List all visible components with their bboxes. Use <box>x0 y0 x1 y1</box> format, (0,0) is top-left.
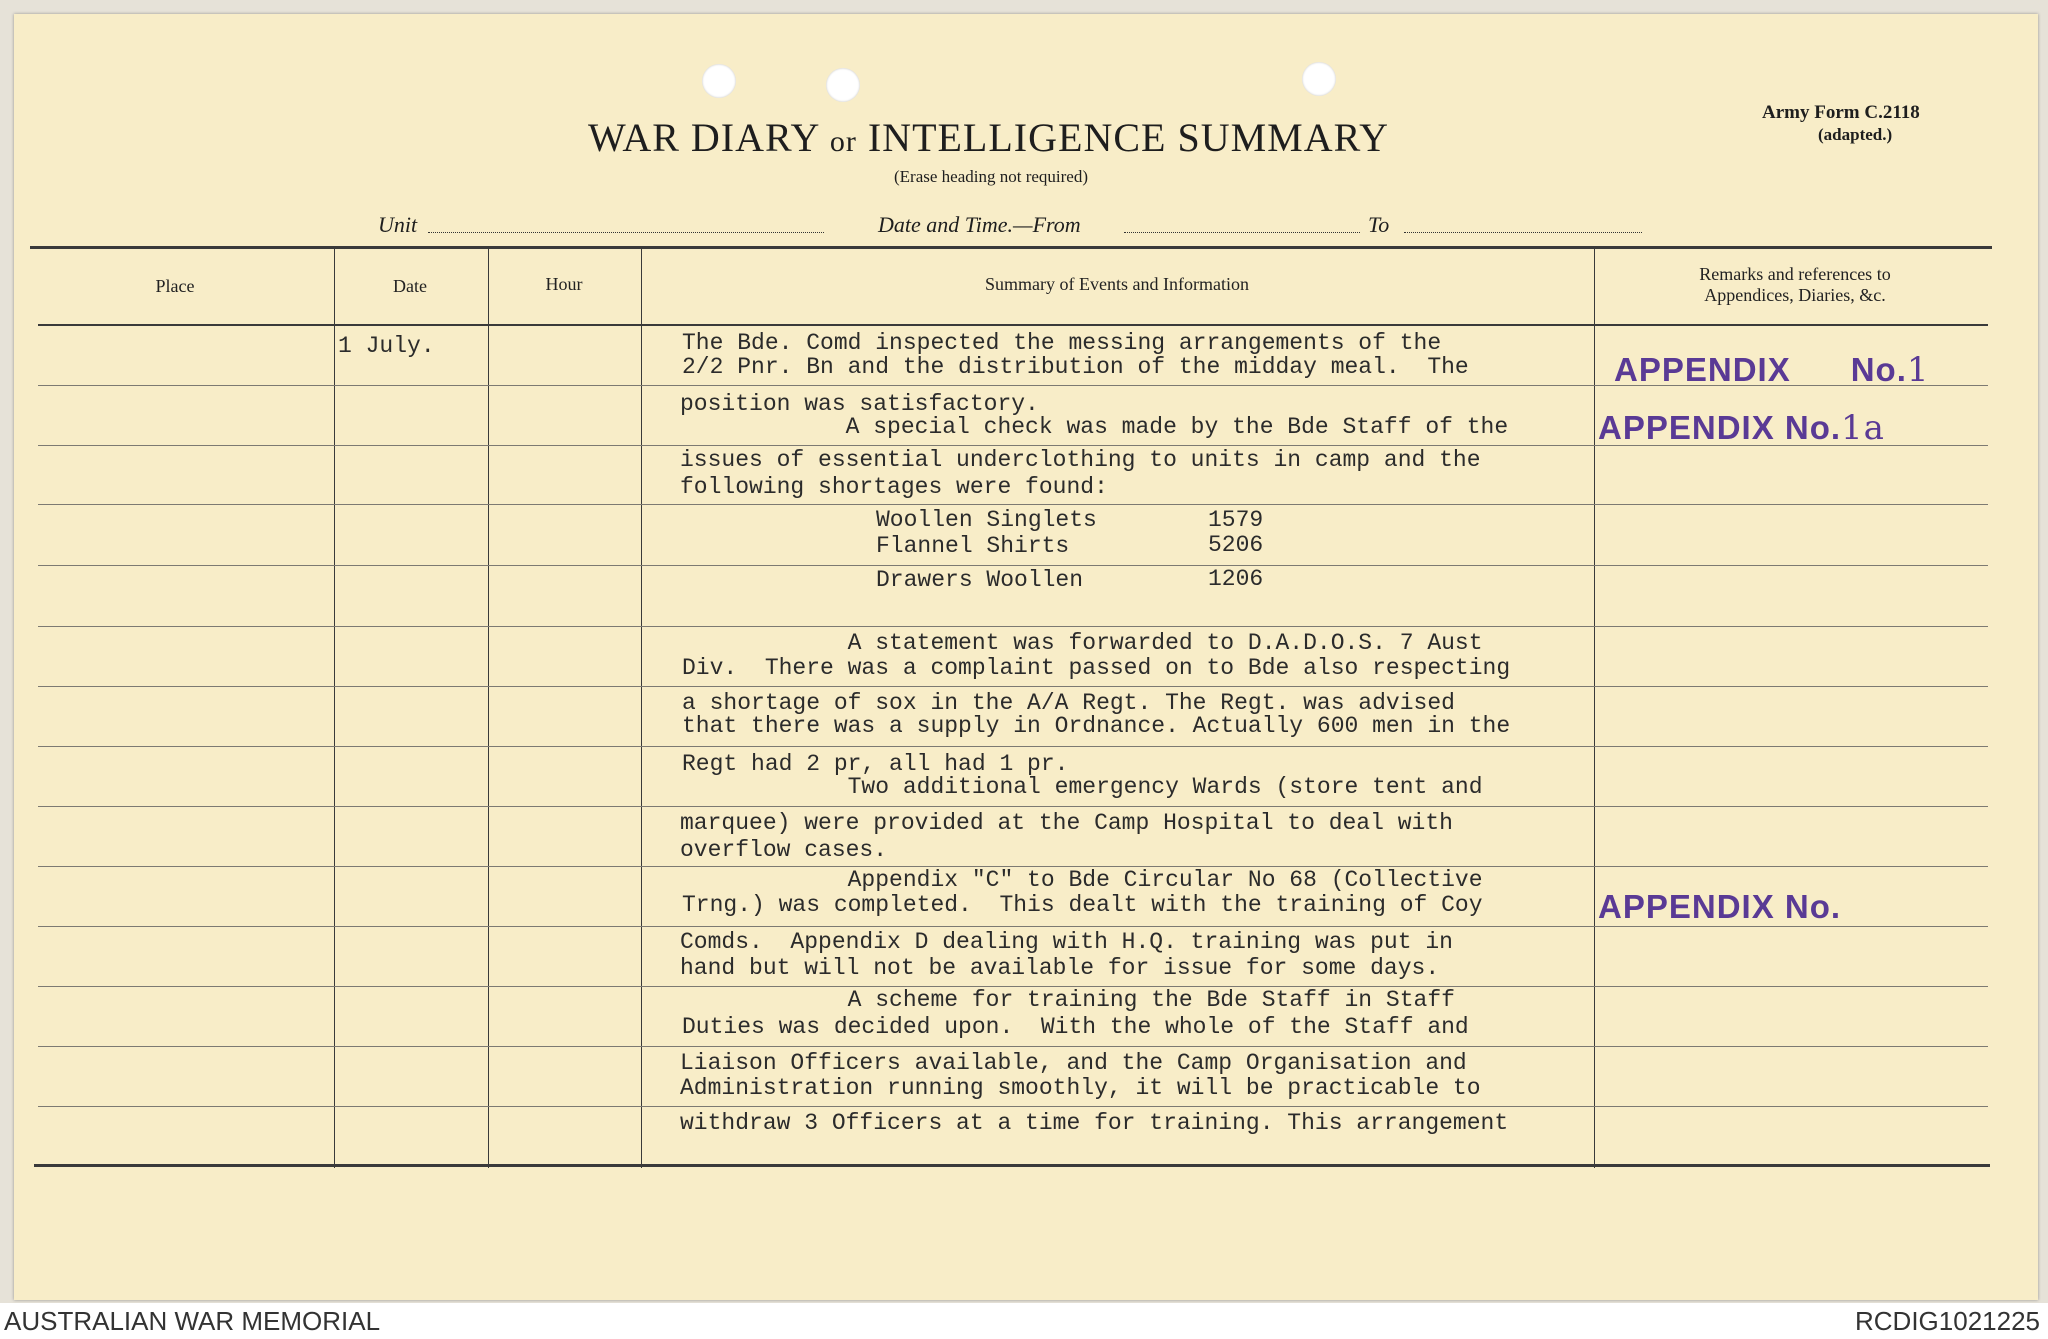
summary-line: issues of essential underclothing to units in camp and the <box>680 447 1481 473</box>
summary-line: Duties was decided upon. With the whole of the Staff and <box>682 1014 1469 1040</box>
table-top-rule <box>30 246 1992 249</box>
row-rule <box>38 806 1988 807</box>
subtitle: (Erase heading not required) <box>894 167 1088 186</box>
summary-line: Trng.) was completed. This dealt with the training of Coy <box>682 892 1483 918</box>
appendix-stamp <box>1614 350 1930 390</box>
entry-date: 1 July. <box>338 333 435 359</box>
row-rule <box>38 926 1988 927</box>
column-header-date: Date <box>393 276 427 296</box>
title-or: or <box>829 125 857 158</box>
unit-label: Unit <box>378 212 418 237</box>
summary-line: marquee) were provided at the Camp Hospital to deal with <box>680 810 1453 836</box>
summary-line: A special check was made by the Bde Staff of the <box>680 414 1509 440</box>
column-divider <box>1594 248 1595 1168</box>
column-divider <box>641 248 642 1168</box>
column-divider <box>488 248 489 1168</box>
page-title <box>588 114 1389 161</box>
title-intelligence-summary: INTELLIGENCE SUMMARY <box>867 115 1389 160</box>
summary-line: A scheme for training the Bde Staff in Staff <box>682 987 1455 1013</box>
column-divider <box>334 248 335 1168</box>
unit-field <box>428 232 824 233</box>
stamp-text: APPENDIX No. <box>1598 888 1842 925</box>
summary-line: Regt had 2 pr, all had 1 pr. <box>682 751 1069 777</box>
summary-line: withdraw 3 Officers at a time for training. This arrangement <box>680 1110 1509 1136</box>
shortage-value: 1206 <box>1208 566 1264 592</box>
summary-line: a shortage of sox in the A/A Regt. The Regt. was advised <box>682 690 1455 716</box>
footer-source: AUSTRALIAN WAR MEMORIAL <box>4 1306 381 1336</box>
date-time-label: Date and Time.—From <box>878 212 1081 237</box>
remarks-header-line: Remarks and references to <box>1699 264 1891 284</box>
remarks-header-line: Appendices, Diaries, &c. <box>1704 285 1886 305</box>
date-to-field <box>1404 232 1642 233</box>
summary-line: hand but will not be available for issue for some days. <box>680 955 1440 981</box>
summary-line: that there was a supply in Ordnance. Actually 600 men in the <box>682 713 1511 739</box>
shortage-value: 5206 <box>1208 532 1264 558</box>
row-rule <box>38 746 1988 747</box>
title-war-diary: WAR DIARY <box>588 115 819 160</box>
appendix-stamp <box>1598 408 1885 448</box>
summary-line: overflow cases. <box>680 837 888 863</box>
handwritten-number: 1 <box>1906 350 1930 390</box>
table-header-rule <box>38 324 1988 326</box>
column-header-summary: Summary of Events and Information <box>985 274 1249 294</box>
summary-line: A statement was forwarded to D.A.D.O.S. 7 Aust <box>682 630 1483 656</box>
row-rule <box>38 565 1988 566</box>
appendix-stamp <box>1598 888 1841 926</box>
summary-line: Div. There was a complaint passed on to Bde also respecting <box>682 655 1511 681</box>
punch-hole <box>702 64 736 98</box>
summary-line: Two additional emergency Wards (store tent and <box>682 774 1483 800</box>
stamp-text: APPENDIX <box>1614 351 1791 388</box>
summary-line: following shortages were found: <box>680 474 1108 500</box>
summary-line: Appendix "C" to Bde Circular No 68 (Collective <box>682 867 1483 893</box>
summary-line: Liaison Officers available, and the Camp Organisation and <box>680 1050 1467 1076</box>
army-form-label: Army Form C.2118 <box>1762 102 1920 123</box>
punch-hole <box>1302 62 1336 96</box>
table-bottom-rule <box>34 1164 1990 1167</box>
column-header-hour: Hour <box>545 274 583 294</box>
column-header-place: Place <box>155 276 195 296</box>
date-from-field <box>1124 232 1360 233</box>
shortage-item: Flannel Shirts <box>876 533 1070 559</box>
adapted-label: (adapted.) <box>1818 125 1893 144</box>
shortage-value: 1579 <box>1208 507 1264 533</box>
summary-line: Administration running smoothly, it will be practicable to <box>680 1075 1481 1101</box>
row-rule <box>38 1106 1988 1107</box>
footer-id: RCDIG1021225 <box>1855 1306 2040 1336</box>
shortage-item: Drawers Woollen <box>876 567 1084 593</box>
punch-hole <box>826 68 860 102</box>
row-rule <box>38 686 1988 687</box>
to-label: To <box>1368 212 1390 237</box>
row-rule <box>38 626 1988 627</box>
column-header-remarks <box>1596 264 1994 306</box>
shortage-item: Woollen Singlets <box>876 507 1097 533</box>
stamp-text: APPENDIX No. <box>1598 409 1842 446</box>
summary-line: position was satisfactory. <box>680 391 1039 417</box>
summary-line: The Bde. Comd inspected the messing arrangements of the <box>682 330 1442 356</box>
handwritten-number: 1a <box>1841 408 1885 448</box>
summary-line: 2/2 Pnr. Bn and the distribution of the midday meal. The <box>682 354 1469 380</box>
row-rule <box>38 1046 1988 1047</box>
stamp-text: No. <box>1850 351 1907 388</box>
summary-line: Comds. Appendix D dealing with H.Q. training was put in <box>680 929 1453 955</box>
row-rule <box>38 504 1988 505</box>
